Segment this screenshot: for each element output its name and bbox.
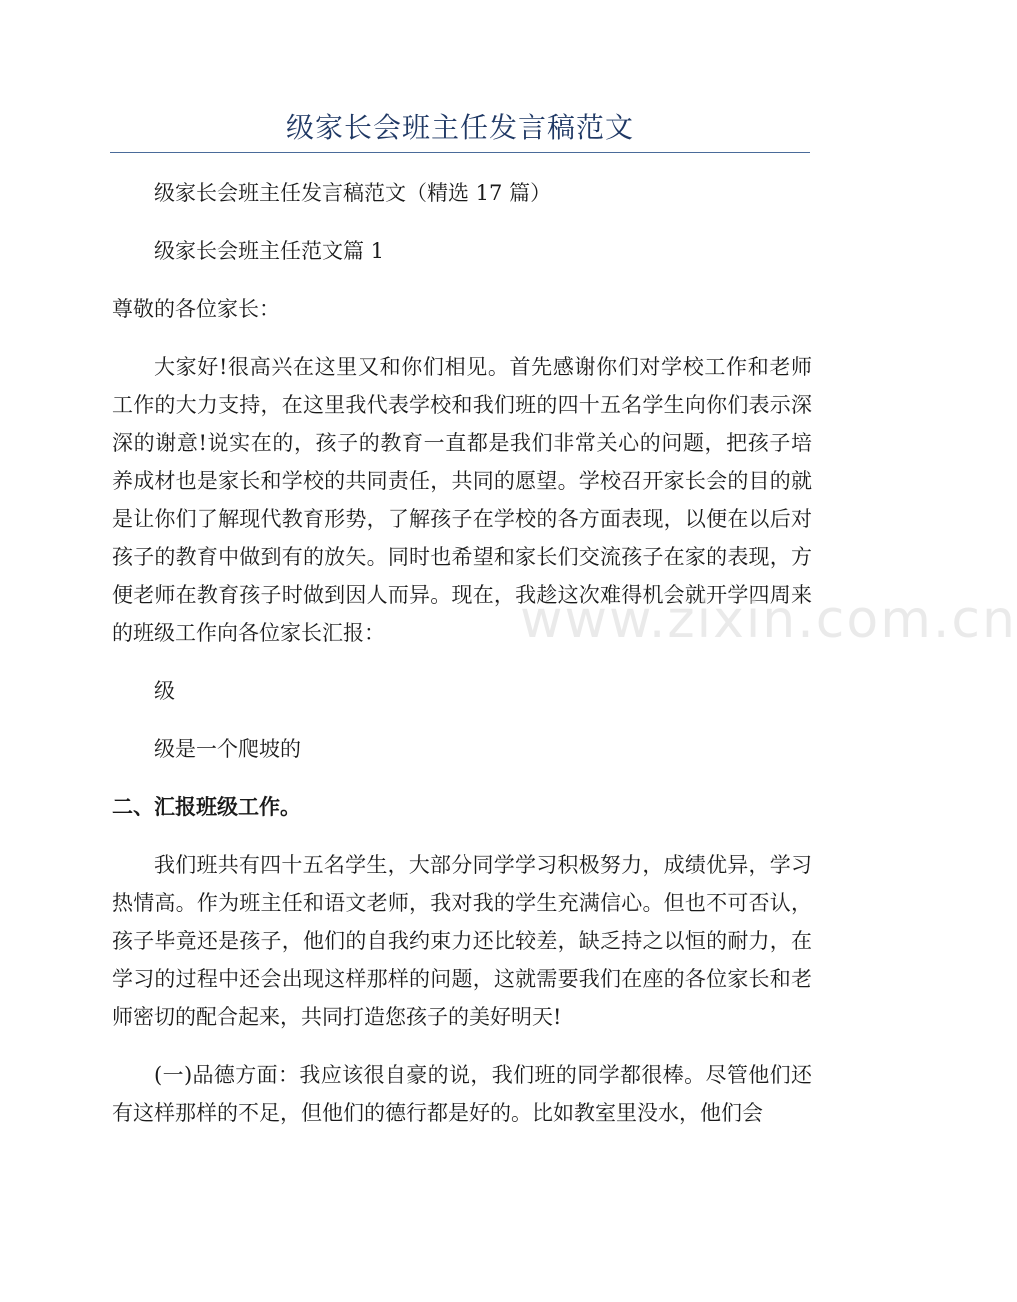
- watermark: www.zixin.com.cn: [520, 590, 1017, 650]
- body-paragraph: 级: [154, 679, 175, 703]
- subtitle-paragraph: 级家长会班主任发言稿范文（精选 17 篇）: [154, 181, 552, 205]
- section-heading: 级家长会班主任范文篇 1: [154, 239, 385, 263]
- body-paragraph: (一)品德方面：我应该很自豪的说，我们班的同学都很棒。尽管他们还有这样那样的不足，但他们的德行都是好的。比如教室里没水，他们会: [112, 1063, 812, 1125]
- salutation: 尊敬的各位家长：: [112, 297, 280, 321]
- section-heading-bold: 二、汇报班级工作。: [112, 794, 301, 819]
- document-title: 级家长会班主任发言稿范文: [285, 111, 634, 144]
- body-paragraph: 级是一个爬坡的: [154, 737, 301, 761]
- title-underline: [110, 152, 810, 153]
- document-body: [112, 174, 812, 1152]
- body-paragraph: 我们班共有四十五名学生，大部分同学学习积极努力，成绩优异，学习热情高。作为班主任和语文老师，我对我的学生充满信心。但也不可否认，孩子毕竟还是孩子，他们的自我约束力还比较差，缺乏持之以恒的耐力，在学习的过程中还会出现这样那样的问题，这就需要我们在座的各位家长和老师密切的配合起来，共同打造您孩子的美好明天!: [112, 853, 812, 1029]
- body-paragraph: 大家好!很高兴在这里又和你们相见。首先感谢你们对学校工作和老师工作的大力支持，在这里我代表学校和我们班的四十五名学生向你们表示深深的谢意!说实在的，孩子的教育一直都是我们非常关心的问题，把孩子培养成材也是家长和学校的共同责任，共同的愿望。学校召开家长会的目的就是让你们了解现代教育形势，了解孩子在学校的各方面表现，以便在以后对孩子的教育中做到有的放矢。同时也希望和家长们交流孩子在家的表现，方便老师在教育孩子时做到因人而异。现在，我趁这次难得机会就开学四周来的班级工作向各位家长汇报：: [112, 355, 812, 645]
